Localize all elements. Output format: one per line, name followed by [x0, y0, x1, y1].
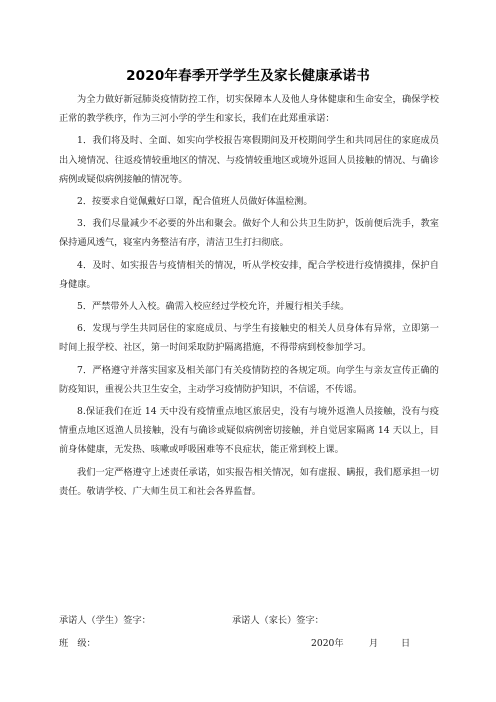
paragraph-item-4: 4．及时、如实报告与疫情相关的情况，听从学校安排，配合学校进行疫情摸排，保护自身健康。	[59, 259, 439, 290]
paragraph-item-3: 3．我们尽量减少不必要的外出和聚会。做好个人和公共卫生防护，饭前便后洗手，教室保持通风透气，寝室内务整洁有序，清洁卫生打扫彻底。	[59, 218, 439, 249]
paragraph-item-7: 7．严格遵守并落实国家及相关部门有关疫情防控的各规定项。向学生与亲友宣传正确的防疫知识，重视公共卫生安全，主动学习疫情防护知识，不信谣，不传谣。	[59, 364, 439, 395]
paragraph-item-8: 8.保证我们在近 14 天中没有疫情重点地区旅居史，没有与境外返渔人员接触，没有与疫情重点地区返渔人员接触，没有与确诊或疑似病例密切接触，并自觉居家隔离 14 天以上，目前身体健康，无发热、咳嗽或呼吸困难等不良症状，能正常到校上课。	[59, 406, 439, 456]
paragraph-item-2: 2．按要求自觉佩戴好口罩，配合值班人员做好体温检测。	[77, 196, 313, 208]
parent-signature-label: 承诺人（家长）签字：	[232, 615, 324, 626]
paragraph-intro: 为全力做好新冠肺炎疫情防控工作，切实保障本人及他人身体健康和生命安全，确保学校正常的教学秩序，作为三河小学的学生和家长，我们在此郑重承诺：	[59, 94, 439, 125]
document-title: 2020年春季开学学生及家长健康承诺书	[126, 68, 370, 84]
class-date-row	[59, 637, 439, 651]
paragraph-closing: 我们一定严格遵守上述责任承诺，如实报告相关情况，如有虚报、瞒报，我们愿承担一切责任。敬请学校、广大师生员工和社会各界监督。	[59, 466, 439, 497]
day-label: 日	[401, 638, 411, 649]
paragraph-item-5: 5．严禁带外人入校。确需入校应经过学校允许，并履行相关手续。	[77, 301, 350, 313]
document-body	[59, 90, 439, 504]
month-label: 月	[369, 638, 379, 649]
paragraph-item-1: 1．我们将及时、全面、如实向学校报告寒假期间及开校期间学生和共同居住的家庭成员出入境情况、往返疫情较重地区的情况、与疫情较重地区或境外返回人员接触的情况、与确诊病例或疑似病例接触的情况等。	[59, 135, 439, 185]
class-label: 班 级：	[59, 638, 96, 649]
student-signature-label: 承诺人（学生）签字：	[59, 615, 151, 626]
year-label: 2020年	[311, 638, 344, 649]
paragraph-item-6: 6．发现与学生共同居住的家庭成员、与学生有接触史的相关人员身体有异常，立即第一时间上报学校、社区，第一时间采取防护隔离措施，不得带病到校参加学习。	[59, 323, 439, 354]
signature-row	[59, 614, 439, 628]
